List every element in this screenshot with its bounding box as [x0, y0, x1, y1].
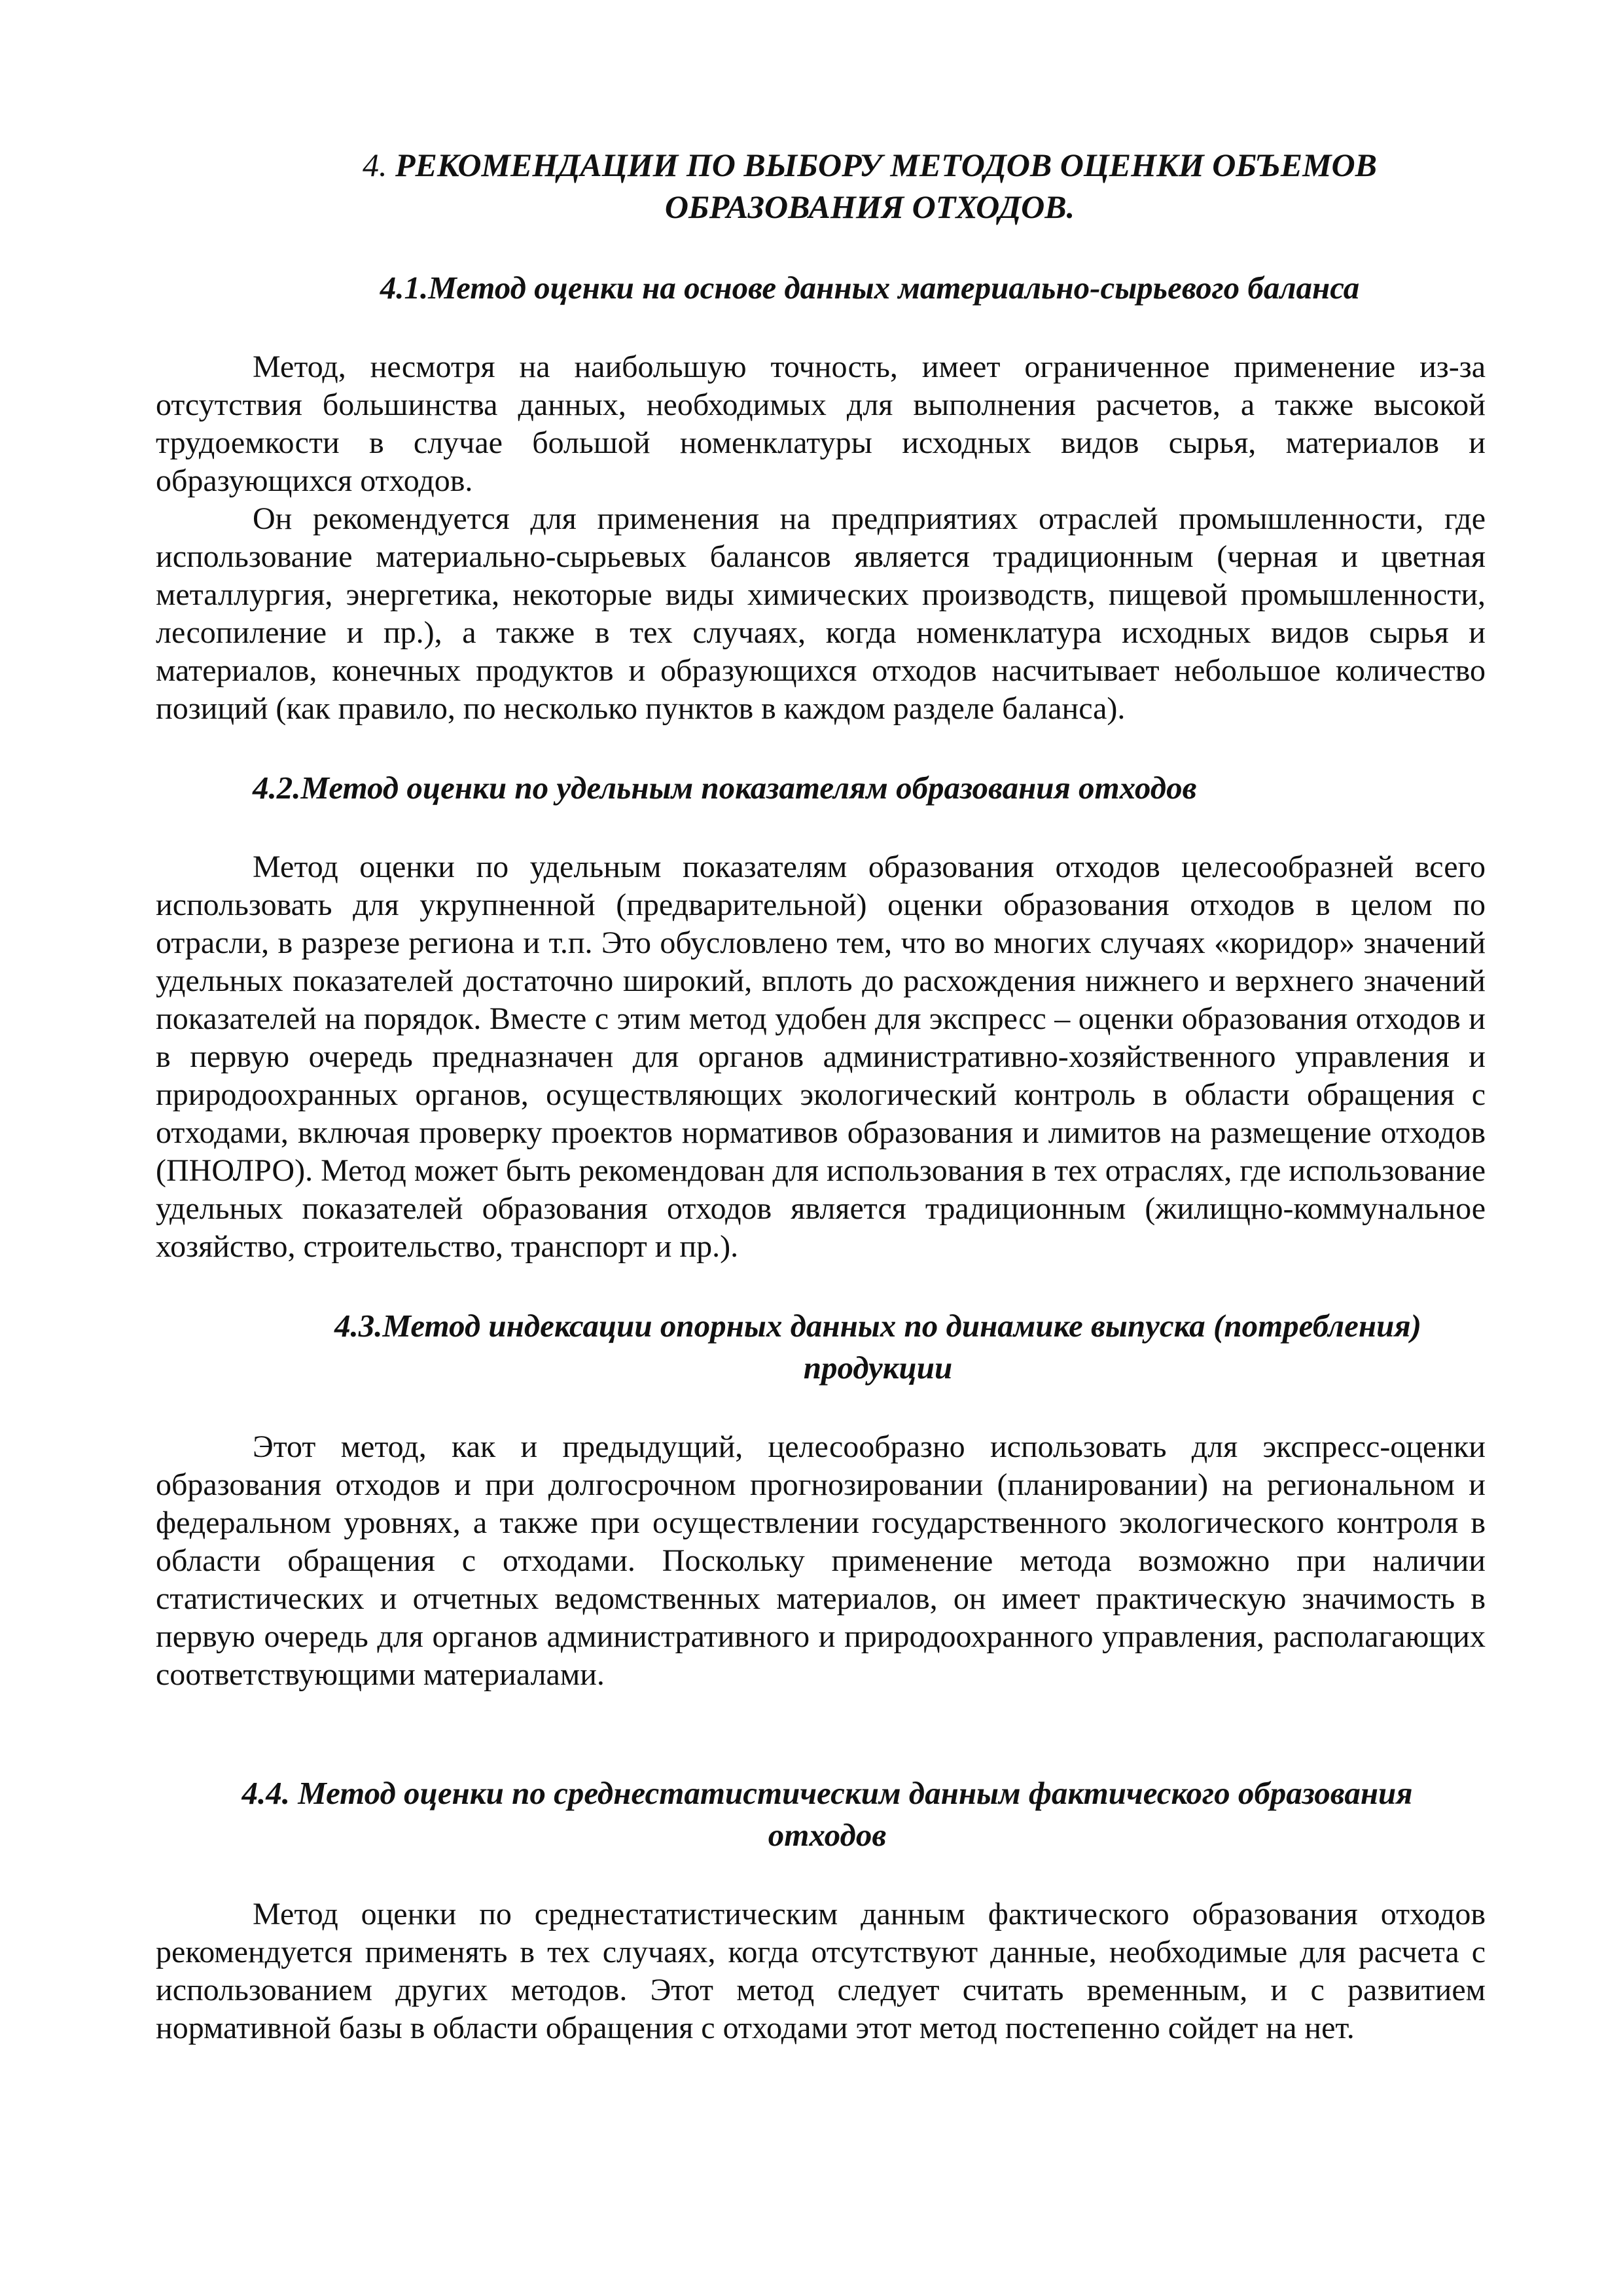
section-heading-4-2: 4.2.Метод оценки по удельным показателям образования отходов	[253, 770, 1197, 806]
title-number: 4.	[362, 147, 387, 183]
section-heading-4-1: 4.1.Метод оценки на основе данных материально-сырьевого баланса	[380, 270, 1360, 306]
section-4-1-paragraph-1: Метод, несмотря на наибольшую точность, имеет ограниченное применение из-за отсутствия большинства данных, необходимых для выполнения расчетов, а также высокой трудоемкости в случае большой номенклатуры исходных видов сырья, материалов и образующихся отходов.	[156, 350, 1486, 498]
document-title	[156, 144, 1486, 228]
section-4-4-paragraph-1: Метод оценки по среднестатистическим данным фактического образования отходов рекомендуется применять в тех случаях, когда отсутствуют данные, необходимые для расчета с использованием других методов. Этот метод следует считать временным, и с развитием нормативной базы в области обращения с отходами этот метод постепенно сойдет на нет.	[156, 1897, 1486, 2045]
section-4-3-heading-line-2: продукции	[803, 1350, 953, 1386]
section-4-1-paragraph-2: Он рекомендуется для применения на предприятиях отраслей промышленности, где использование материально-сырьевых балансов является традиционным (черная и цветная металлургия, энергетика, некоторые виды химических производств, пищевой промышленности, лесопиление и пр.), а также в тех случаях, когда номенклатура исходных видов сырья и материалов, конечных продуктов и образующихся отходов насчитывает небольшое количество позиций (как правило, по несколько пунктов в каждом разделе баланса).	[156, 501, 1486, 726]
section-heading-4-3	[156, 1305, 1486, 1389]
section-4-3-heading-line-1: 4.3.Метод индексации опорных данных по динамике выпуска (потребления)	[334, 1308, 1421, 1344]
section-4-3-paragraph-1: Этот метод, как и предыдущий, целесообразно использовать для экспресс-оценки образования отходов и при долгосрочном прогнозировании (планировании) на региональном и федеральном уровнях, а также при осуществлении государственного экологического контроля в области обращения с отходами. Поскольку применение метода возможно при наличии статистических и отчетных ведомственных материалов, он имеет практическую значимость в первую очередь для органов административного и природоохранного управления, располагающих соответствующими материалами.	[156, 1429, 1486, 1692]
title-line-2: ОБРАЗОВАНИЯ ОТХОДОВ.	[664, 188, 1075, 225]
title-line-1	[254, 144, 1486, 186]
section-4-4-heading-line-2: отходов	[768, 1817, 887, 1853]
section-heading-4-4	[156, 1772, 1486, 1856]
section-4-4-heading-line-1: 4.4. Метод оценки по среднестатистическим данным фактического образования	[241, 1775, 1413, 1811]
document-body	[156, 144, 1486, 2047]
title-text-1: РЕКОМЕНДАЦИИ ПО ВЫБОРУ МЕТОДОВ ОЦЕНКИ ОБЪЕМОВ	[395, 147, 1378, 183]
section-4-2-paragraph-1: Метод оценки по удельным показателям образования отходов целесообразней всего использовать для укрупненной (предварительной) оценки образования отходов в целом по отрасли, в разрезе региона и т.п. Это обусловлено тем, что во многих случаях «коридор» значений удельных показателей достаточно широкий, вплоть до расхождения нижнего и верхнего значений показателей на порядок. Вместе с этим метод удобен для экспресс – оценки образования отходов и в первую очередь предназначен для органов административно-хозяйственного управления и природоохранных органов, осуществляющих экологический контроль в области обращения с отходами, включая проверку проектов нормативов образования и лимитов на размещение отходов (ПНОЛРО). Метод может быть рекомендован для использования в тех отраслях, где использование удельных показателей образования отходов является традиционным (жилищно-коммунальное хозяйство, строительство, транспорт и пр.).	[156, 850, 1486, 1264]
